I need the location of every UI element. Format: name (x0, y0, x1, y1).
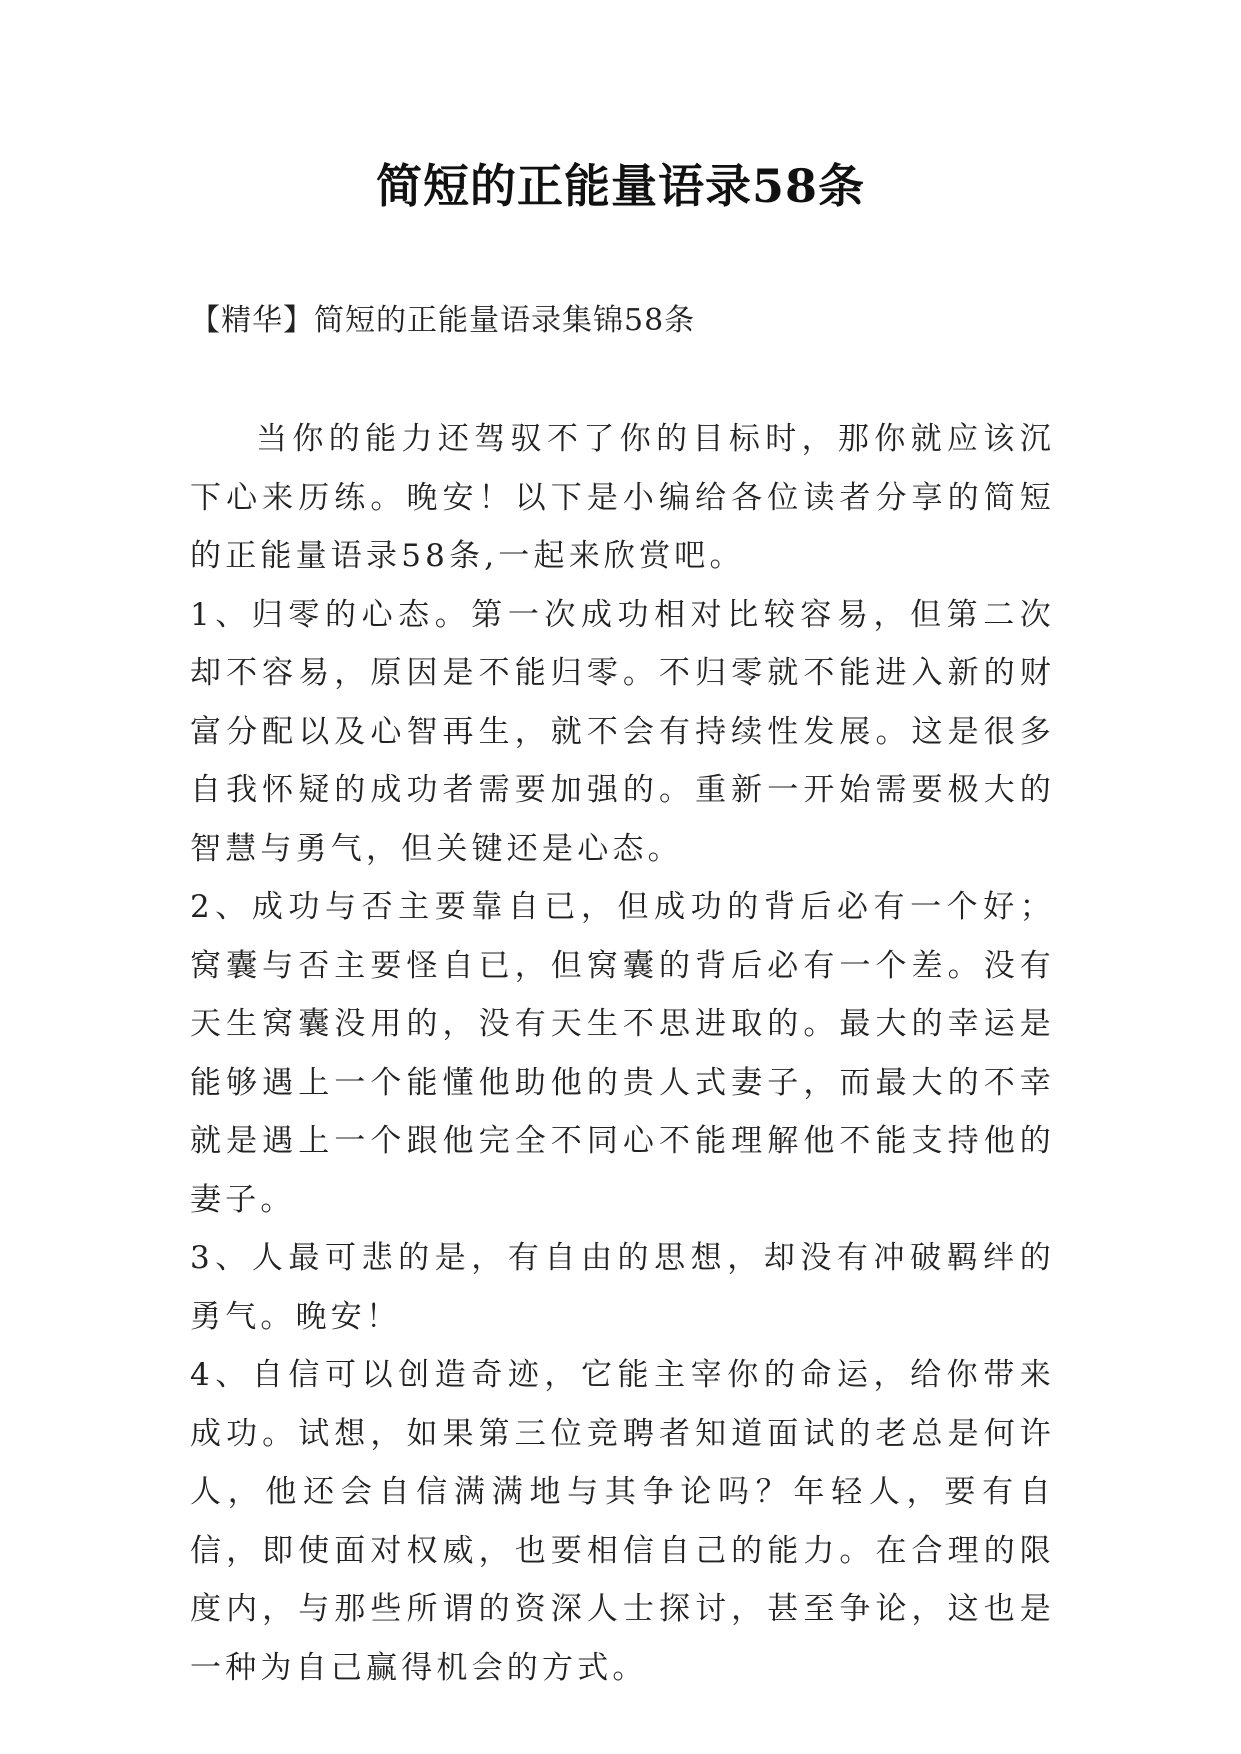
quote-paragraph-4: 4、自信可以创造奇迹，它能主宰你的命运，给你带来成功。试想，如果第三位竞聘者知道面试的老总是何许人，他还会自信满满地与其争论吗？年轻人，要有自信，即使面对权威，也要相信自己的能力。在合理的限度内，与那些所谓的资深人士探讨，甚至争论，这也是一种为自己赢得机会的方式。 (190, 1357, 1055, 1686)
quote-paragraph-2: 2、成功与否主要靠自已，但成功的背后必有一个好；窝囊与否主要怪自已，但窝囊的背后必有一个差。没有天生窝囊没用的，没有天生不思进取的。最大的幸运是能够遇上一个能懂他助他的贵人式妻子，而最大的不幸就是遇上一个跟他完全不同心不能理解他不能支持他的妻子。 (190, 889, 1055, 1218)
document-subtitle: 【精华】简短的正能量语录集锦58条 (190, 303, 696, 338)
page-title: 简短的正能量语录58条 (375, 159, 865, 213)
quote-paragraph-1: 1、归零的心态。第一次成功相对比较容易，但第二次却不容易，原因是不能归零。不归零就不能进入新的财富分配以及心智再生，就不会有持续性发展。这是很多自我怀疑的成功者需要加强的。重新一开始需要极大的智慧与勇气，但关键还是心态。 (190, 596, 1055, 867)
document-body (190, 410, 1055, 1697)
intro-paragraph: 当你的能力还驾驭不了你的目标时，那你就应该沉下心来历练。晚安！以下是小编给各位读者分享的简短的正能量语录58条,一起来欣赏吧。 (190, 421, 1055, 574)
quote-paragraph-3: 3、人最可悲的是，有自由的思想，却没有冲破羁绊的勇气。晚安！ (190, 1240, 1055, 1335)
